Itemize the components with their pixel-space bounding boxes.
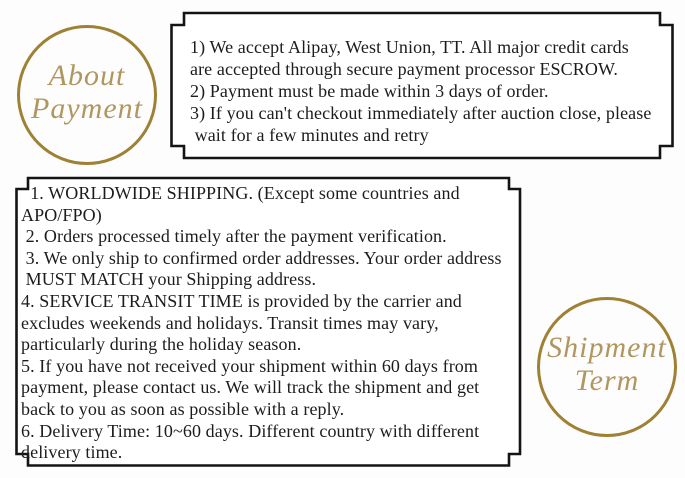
shipment-text-line: excludes weekends and holidays. Transit times may vary, bbox=[21, 312, 439, 333]
payment-text-line: are accepted through secure payment processor ESCROW. bbox=[190, 59, 618, 79]
shipment-text-line: 1. WORLDWIDE SHIPPING. (Except some countries and bbox=[21, 183, 460, 203]
payment-text-line: 1) We accept Alipay, West Union, TT. All major credit cards bbox=[190, 37, 629, 57]
payment-terms-text bbox=[190, 36, 668, 146]
shipment-text-line: 6. Delivery Time: 10~60 days. Different country with different bbox=[21, 420, 480, 441]
shipment-term-badge bbox=[537, 297, 677, 437]
payment-text-line: wait for a few minutes and retry bbox=[190, 125, 429, 145]
payment-text-line: 2) Payment must be made within 3 days of order. bbox=[190, 81, 549, 101]
shipment-terms-text bbox=[21, 183, 519, 464]
shipment-text-line: 4. SERVICE TRANSIT TIME is provided by the carrier and bbox=[21, 290, 462, 311]
shipment-text-line: delivery time. bbox=[21, 442, 123, 463]
about-payment-badge bbox=[17, 25, 157, 165]
payment-text-line: 3) If you can't checkout immediately after auction close, please bbox=[190, 103, 652, 123]
shipment-text-line: MUST MATCH your Shipping address. bbox=[21, 269, 317, 290]
about-payment-badge-label bbox=[31, 59, 143, 125]
badge-line: Term bbox=[574, 364, 640, 397]
shipment-text-line: 5. If you have not received your shipment within 60 days from bbox=[21, 355, 478, 376]
shipment-text-line: APO/FPO) bbox=[21, 204, 102, 225]
badge-line: Shipment bbox=[547, 331, 667, 364]
badge-line: About bbox=[48, 59, 126, 92]
shipment-term-badge-label bbox=[547, 331, 667, 397]
shipment-text-line: particularly during the holiday season. bbox=[21, 334, 302, 355]
badge-line: Payment bbox=[31, 92, 143, 125]
shipment-text-line: payment, please contact us. We will track the shipment and get bbox=[21, 377, 480, 398]
shipment-text-line: 2. Orders processed timely after the payment verification. bbox=[21, 226, 447, 247]
shipment-text-line: back to you as soon as possible with a reply. bbox=[21, 398, 345, 419]
shipment-text-line: 3. We only ship to confirmed order addresses. Your order address bbox=[21, 247, 502, 268]
